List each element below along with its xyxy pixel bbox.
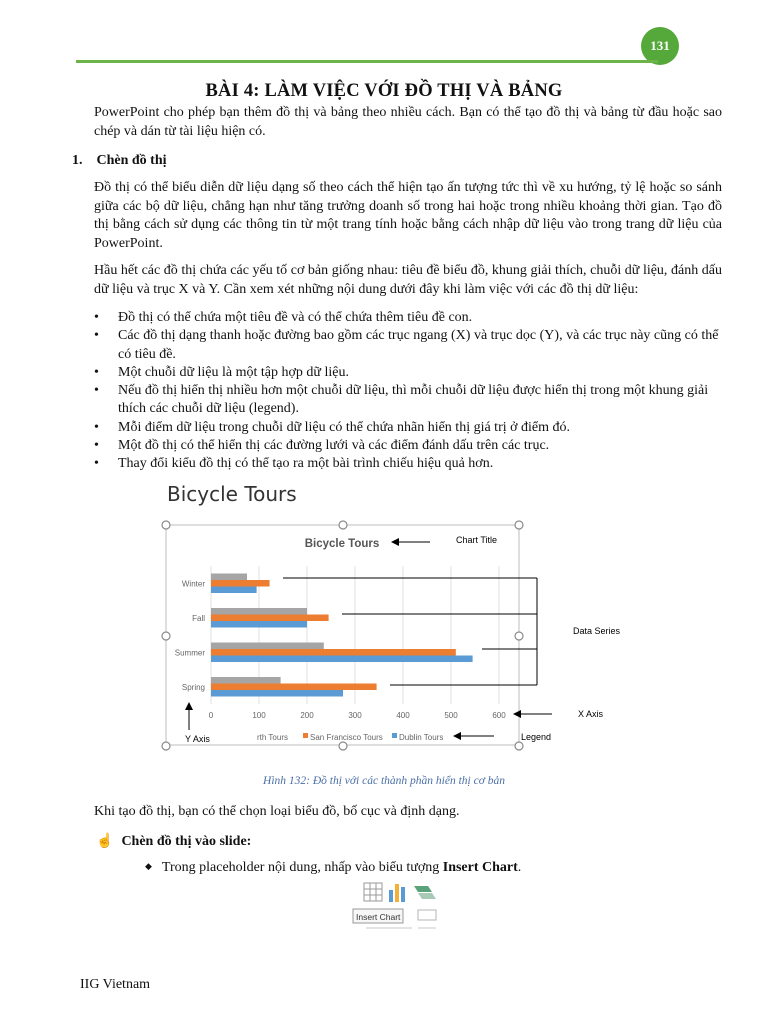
- legend-swatch: [392, 733, 397, 738]
- bullet-icon: •: [94, 438, 99, 454]
- bullet-text: Đồ thị có thể chứa một tiêu đề và có thể chứa thêm tiêu đề con.: [118, 310, 473, 325]
- instruction-bold: Insert Chart: [442, 860, 518, 875]
- bar: [211, 621, 307, 628]
- bar: [211, 574, 247, 581]
- callout-data-series: Data Series: [573, 626, 621, 636]
- after-figure-paragraph: Khi tạo đồ thị, bạn có thể chọn loại biểu đồ, bố cục và định dạng.: [94, 804, 460, 819]
- hand-pointer-icon: ☝: [96, 834, 114, 849]
- category-labels: [175, 579, 206, 692]
- bullet-text: Một đồ thị có thể hiển thị các đường lưới và các điểm đánh dấu trên các trục.: [118, 438, 550, 454]
- bullet-text: Một chuỗi dữ liệu là một tập hợp dữ liệu.: [118, 364, 349, 380]
- bullet-icon: •: [94, 310, 99, 325]
- category-label: Fall: [192, 613, 205, 623]
- bar: [211, 587, 257, 594]
- category-label: Winter: [181, 579, 205, 589]
- bar: [211, 615, 329, 622]
- x-tick-label: 400: [396, 711, 410, 720]
- callout-lines: [189, 542, 552, 736]
- section-paragraph-1: Đồ thị có thể biểu diễn dữ liệu dạng số theo cách thể hiện tạo ấn tượng tức thì về xu hướng, tỷ lệ hoặc so sánh giữa các bộ dữ liệu, chẳng hạn như tăng trưởng doanh số trong hai hoặc trong nhiều khoảng thời gian. Tạo đồ thị bằng cách sử dụng các thông tin từ một trang tính hoặc bằng cách nhập dữ liệu vào trong trang dữ liệu của PowerPoint.: [94, 180, 722, 251]
- x-tick-label: 600: [492, 711, 506, 720]
- media-icon[interactable]: [418, 910, 436, 920]
- bullet-text: Nếu đồ thị hiển thị nhiều hơn một chuỗi dữ liệu, thì mỗi chuỗi dữ liệu được hiển thị trong một khung giải thích các chuỗi dữ liệu (legend).: [118, 383, 709, 417]
- page-number-badge: 131: [641, 27, 679, 65]
- instruction-item: [145, 860, 521, 876]
- figure-caption: Hình 132: Đồ thị với các thành phần hiển thị cơ bản: [263, 775, 505, 787]
- bullet-text: Thay đổi kiểu đồ thị có thể tạo ra một bài trình chiếu hiệu quả hơn.: [118, 456, 494, 472]
- insert-chart-icon[interactable]: [389, 884, 405, 902]
- callout-legend: Legend: [521, 732, 552, 742]
- category-label: Spring: [181, 682, 205, 692]
- x-tick-label: 100: [252, 711, 266, 720]
- section-paragraph-2: Hầu hết các đồ thị chứa các yếu tố cơ bản giống nhau: tiêu đề biểu đồ, khung giải thích, chuỗi dữ liệu, đánh dấu dữ liệu và trục X và Y. Cần xem xét những nội dung dưới đây khi làm việc với các đồ thị dữ liệu:: [94, 263, 722, 297]
- x-tick-label: 500: [444, 711, 458, 720]
- legend-label: rth Tours: [257, 733, 288, 742]
- instruction-suffix: .: [517, 860, 522, 875]
- x-tick-labels: [209, 711, 506, 720]
- bar: [211, 649, 456, 656]
- bullet-icon: •: [94, 419, 99, 435]
- intro-paragraph: PowerPoint cho phép bạn thêm đồ thị và bảng theo nhiều cách. Bạn có thể tạo đồ thị và bảng từ đầu hoặc sao chép và dán từ tài liệu hiện có.: [94, 105, 722, 139]
- bar: [211, 656, 473, 663]
- callout-y-axis: Y Axis: [185, 734, 210, 744]
- callout-chart-title: Chart Title: [456, 535, 498, 545]
- chart-legend: [257, 733, 443, 742]
- smartart-icon[interactable]: [414, 886, 436, 899]
- x-tick-label: 300: [348, 711, 362, 720]
- category-label: Summer: [174, 648, 205, 658]
- resize-handles[interactable]: [162, 521, 523, 750]
- bullet-icon: •: [94, 456, 99, 472]
- bar: [211, 608, 307, 615]
- bar: [211, 690, 343, 697]
- bullet-icon: •: [94, 328, 99, 344]
- subsection-heading-text: Chèn đồ thị vào slide:: [121, 834, 252, 849]
- bullet-icon: •: [94, 364, 99, 380]
- table-icon[interactable]: [364, 883, 382, 901]
- callout-x-axis: X Axis: [578, 709, 604, 719]
- insert-chart-tooltip: Insert Chart: [356, 912, 401, 922]
- chart-title: Bicycle Tours: [304, 538, 380, 550]
- chart-frame: [166, 525, 519, 745]
- x-tick-label: 0: [208, 711, 214, 720]
- section-heading: 1. Chèn đồ thị: [72, 153, 167, 168]
- bar-series: [211, 574, 473, 697]
- bar: [211, 677, 281, 684]
- figure-heading: Bicycle Tours: [167, 482, 297, 506]
- bullet-text: Mỗi điểm dữ liệu trong chuỗi dữ liệu có thể chứa nhãn hiển thị giá trị ở điểm đó.: [118, 419, 571, 435]
- legend-swatch: [303, 733, 308, 738]
- instruction-text: Trong placeholder nội dung, nhấp vào biểu tượng: [161, 860, 443, 875]
- bullet-icon: •: [94, 383, 99, 399]
- bar: [211, 684, 377, 691]
- bar: [211, 643, 324, 650]
- diamond-bullet-icon: ◆: [145, 861, 152, 871]
- callout-arrowheads: [185, 538, 521, 740]
- insert-chart-icon-group[interactable]: [353, 883, 436, 928]
- legend-label: Dublin Tours: [399, 733, 444, 742]
- bar: [211, 580, 270, 587]
- x-tick-label: 200: [300, 711, 314, 720]
- footer: IIG Vietnam: [80, 977, 151, 992]
- subsection-heading: [96, 833, 251, 850]
- bullet-text: Các đồ thị dạng thanh hoặc đường bao gồm các trục ngang (X) và trục dọc (Y), và các trục này cũng có thể có tiêu đề.: [118, 328, 719, 362]
- lesson-title: BÀI 4: LÀM VIỆC VỚI ĐỒ THỊ VÀ BẢNG: [205, 81, 563, 101]
- legend-label: San Francisco Tours: [310, 733, 383, 742]
